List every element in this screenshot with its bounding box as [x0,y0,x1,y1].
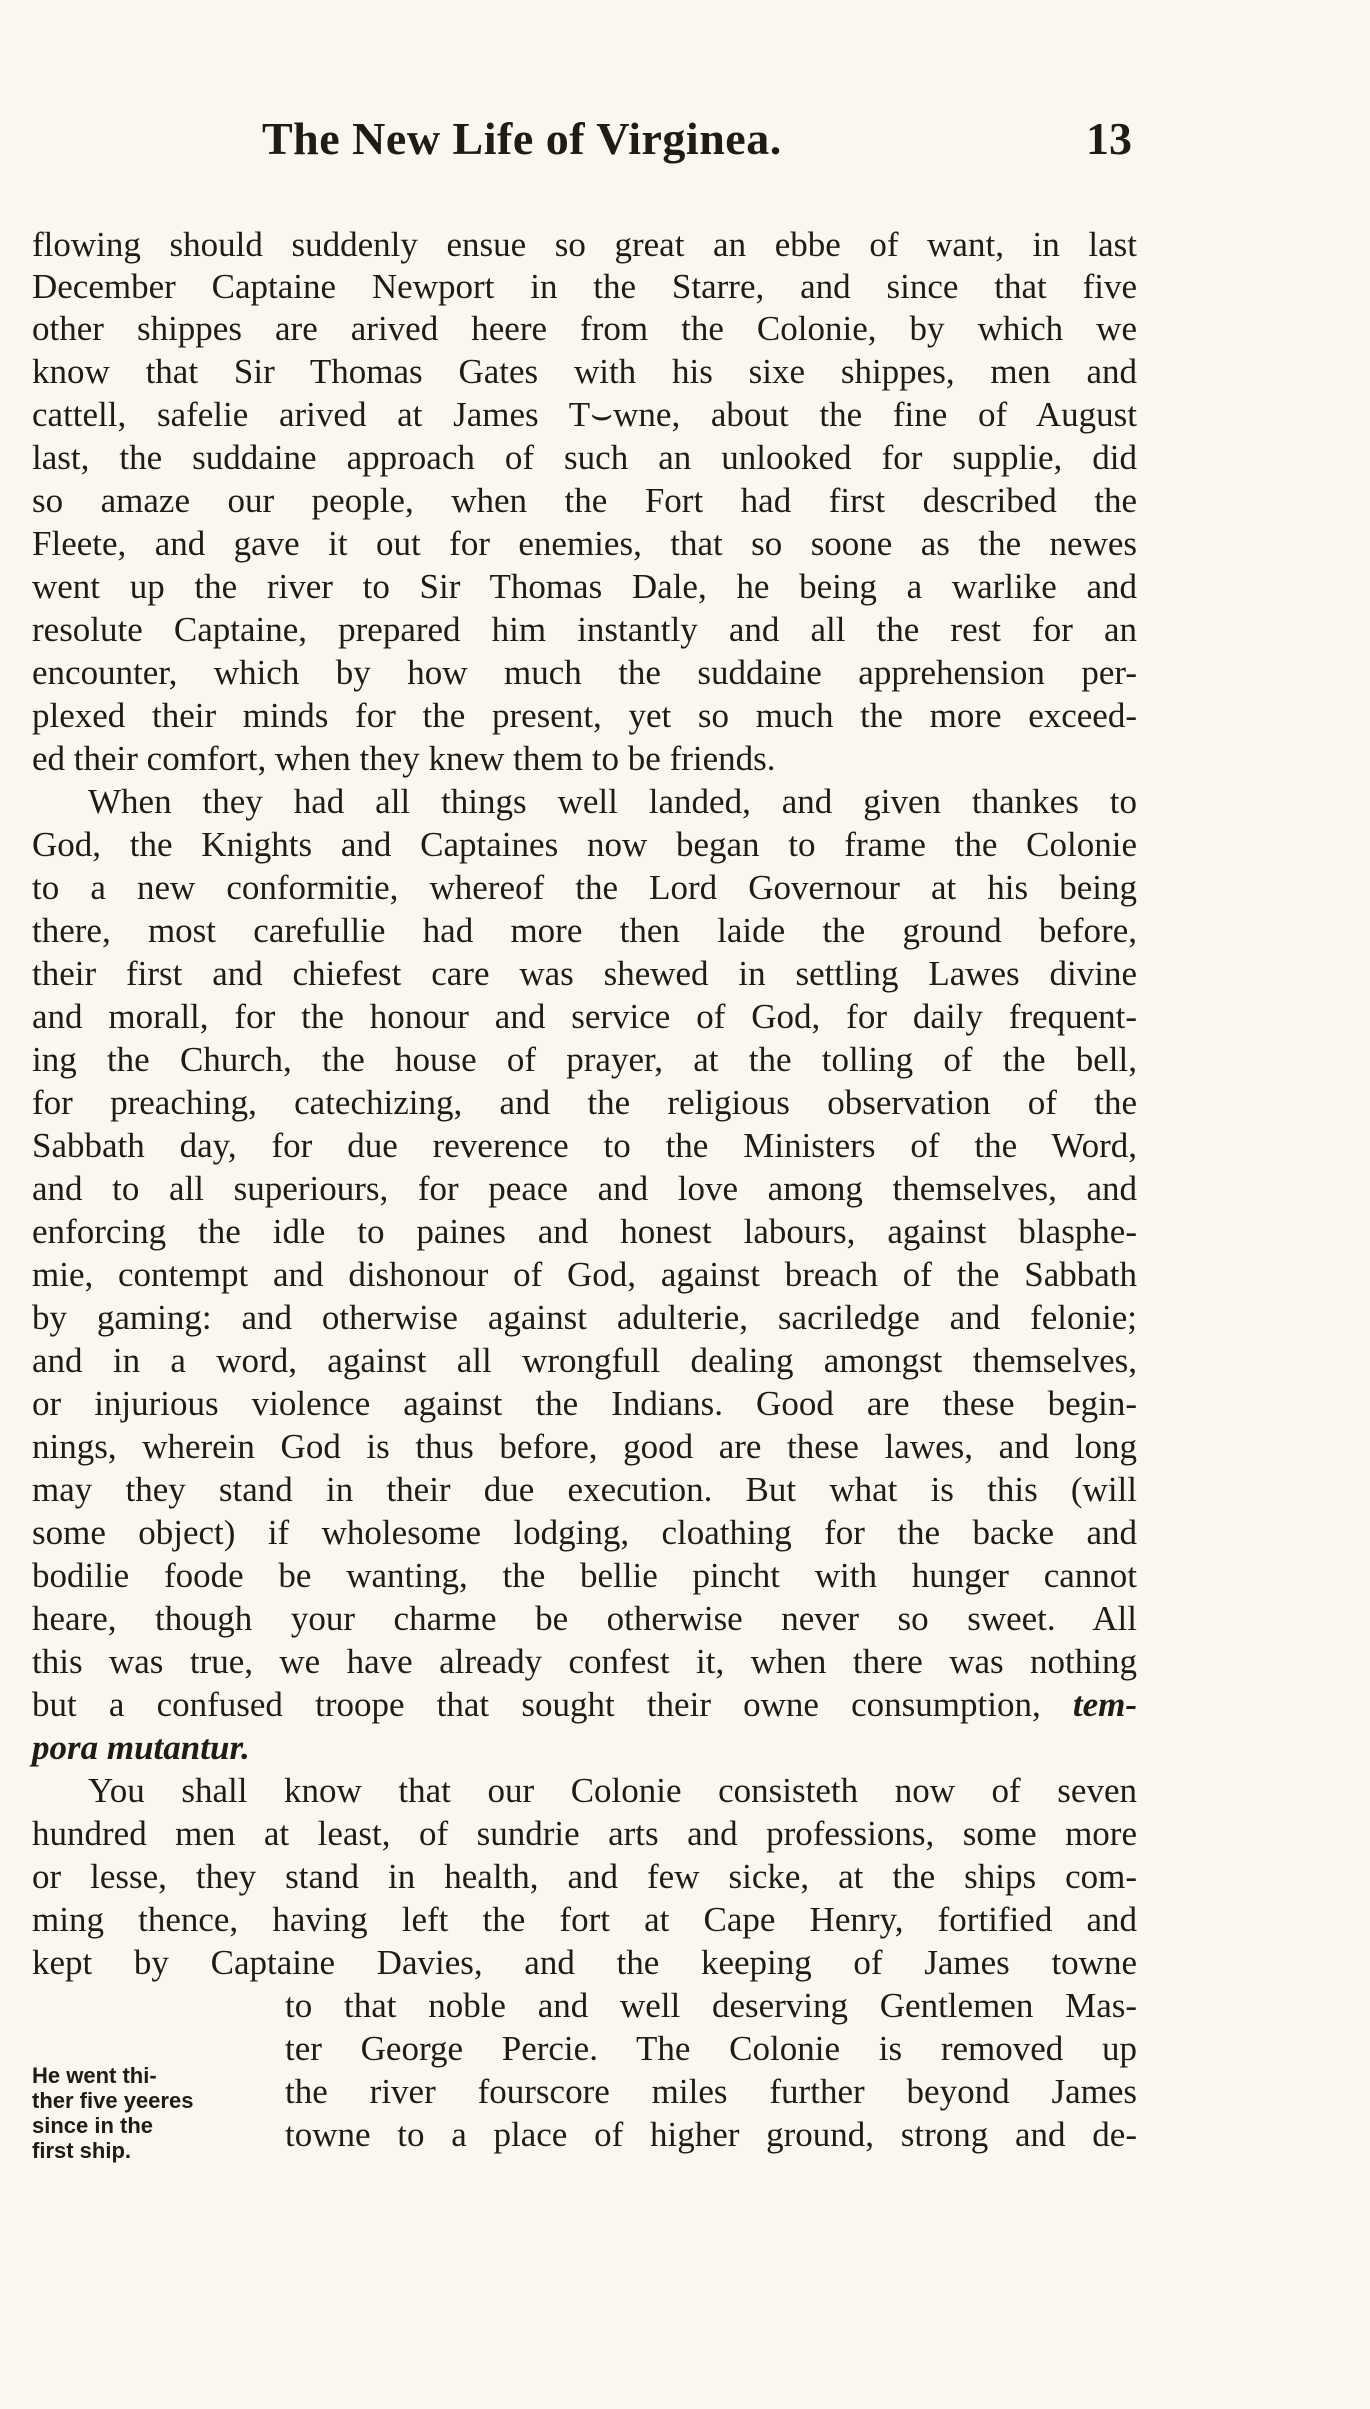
text-line: December Captaine Newport in the Starre, and since that five [32,267,1137,306]
text-line: ed their comfort, when they knew them to be friends. [32,739,776,778]
text-line: hundred men at least, of sundrie arts and professions, some more [32,1814,1137,1853]
text-line: nings, wherein God is thus before, good are these lawes, and long [32,1427,1137,1466]
text-line: towne to a place of higher ground, strong and de- [285,2115,1137,2154]
text-line: there, most carefullie had more then laide the ground before, [32,911,1137,950]
text-line: some object) if wholesome lodging, cloathing for the backe and [32,1513,1137,1552]
text-line: and to all superiours, for peace and love among themselves, and [32,1169,1137,1208]
text-line: other shippes are arived heere from the Colonie, by which we [32,309,1137,348]
text-line: bodilie foode be wanting, the bellie pincht with hunger cannot [32,1556,1137,1595]
italic-tail: tem- [1072,1685,1137,1724]
text-line: ing the Church, the house of prayer, at the tolling of the bell, [32,1040,1137,1079]
text-line: to a new conformitie, whereof the Lord Governour at his being [32,868,1137,907]
text-line: heare, though your charme be otherwise never so sweet. All [32,1599,1137,1638]
text-line: Fleete, and gave it out for enemies, that so soone as the newes [32,524,1137,563]
text-line: ter George Percie. The Colonie is removed up [285,2029,1137,2068]
text-line: and morall, for the honour and service of God, for daily frequent- [32,997,1137,1036]
text-line: last, the suddaine approach of such an unlooked for supplie, did [32,438,1137,477]
margin-note-line: ther five yeeres [32,2088,194,2113]
text-line: ming thence, having left the fort at Cape Henry, fortified and [32,1900,1137,1939]
text-line: or injurious violence against the Indians. Good are these begin- [32,1384,1137,1423]
text-line: their first and chiefest care was shewed in settling Lawes divine [32,954,1137,993]
text-line-italic [32,1726,1137,1770]
text-line: cattell, safelie arived at James T⌣wne, about the fine of August [32,395,1137,434]
text-line: or lesse, they stand in health, and few sicke, at the ships com- [32,1857,1137,1896]
text-line: resolute Captaine, prepared him instantly and all the rest for an [32,610,1137,649]
running-title: The New Life of Virginea. [262,113,782,164]
text-line: the river fourscore miles further beyond James [285,2072,1137,2111]
margin-note [32,2063,282,2163]
margin-note-line: first ship. [32,2138,132,2163]
italic-phrase: pora mutantur. [32,1728,250,1767]
text-line: and in a word, against all wrongfull dealing amongst themselves, [32,1341,1137,1380]
text-line: know that Sir Thomas Gates with his sixe shippes, men and [32,352,1137,391]
text-line: You shall know that our Colonie consisteth now of seven [88,1771,1137,1810]
text-line: flowing should suddenly ensue so great an ebbe of want, in last [32,225,1137,264]
text-line: Sabbath day, for due reverence to the Ministers of the Word, [32,1126,1137,1165]
page-number: 13 [1086,113,1132,164]
text-line: enforcing the idle to paines and honest labours, against blasphe- [32,1212,1137,1251]
text-line: so amaze our people, when the Fort had first described the [32,481,1137,520]
text-line: may they stand in their due execution. But what is this (will [32,1470,1137,1509]
text-line: for preaching, catechizing, and the religious observation of the [32,1083,1137,1122]
margin-note-line: He went thi- [32,2063,157,2088]
text-line: went up the river to Sir Thomas Dale, he being a warlike and [32,567,1137,606]
text-line: plexed their minds for the present, yet so much the more exceed- [32,696,1137,735]
text-line: When they had all things well landed, and given thankes to [88,782,1137,821]
text-line: by gaming: and otherwise against adulterie, sacriledge and felonie; [32,1298,1137,1337]
text-line: mie, contempt and dishonour of God, against breach of the Sabbath [32,1255,1137,1294]
text-line: this was true, we have already confest it, when there was nothing [32,1642,1137,1681]
margin-note-line: since in the [32,2113,154,2138]
text-line: kept by Captaine Davies, and the keeping of James towne [32,1943,1137,1982]
text-line: encounter, which by how much the suddaine apprehension per- [32,653,1137,692]
text-line: to that noble and well deserving Gentlemen Mas- [285,1986,1137,2025]
text-line: God, the Knights and Captaines now began to frame the Colonie [32,825,1137,864]
text-line-italic-tail: but a confused troope that sought their owne consumption, tem- [32,1685,1137,1724]
